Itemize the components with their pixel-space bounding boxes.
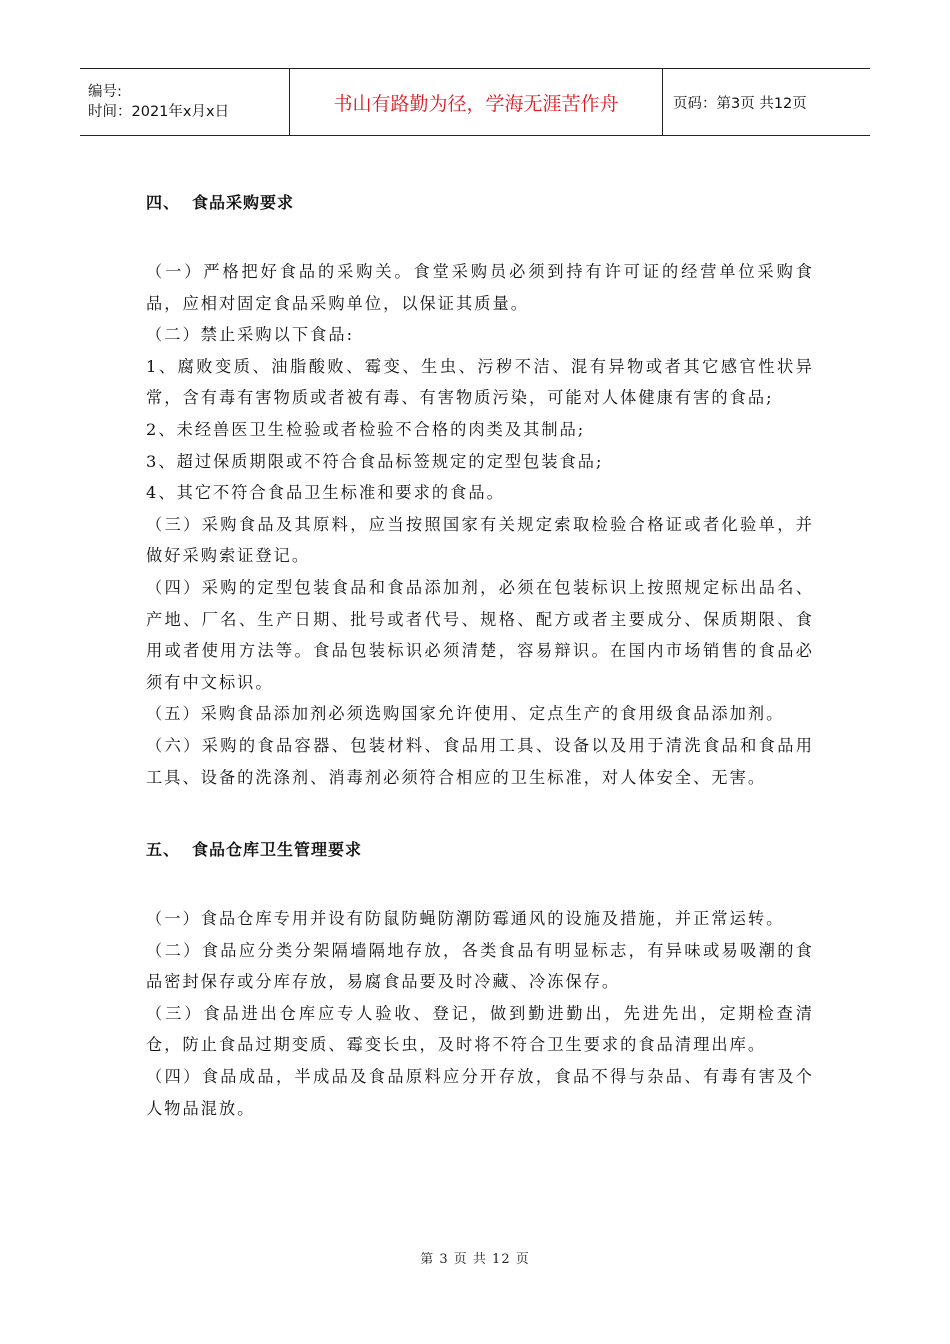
paragraph: （一）食品仓库专用并设有防鼠防蝇防潮防霉通风的设施及措施，并正常运转。 xyxy=(146,909,785,929)
page-footer: 第 3 页 共 12 页 xyxy=(420,1252,530,1267)
paragraph: （一）严格把好食品的采购关。食堂采购员必须到持有许可证的经营单位采购食品，应相对固定食品采购单位，以保证其质量。 xyxy=(146,262,814,313)
document-date: 时间：2021年x月x日 xyxy=(88,104,230,120)
section-number: 五、 xyxy=(146,840,181,860)
paragraph: 1、腐败变质、油脂酸败、霉变、生虫、污秽不洁、混有异物或者其它感官性状异常，含有毒有害物质或者被有毒、有害物质污染，可能对人体健康有害的食品; xyxy=(146,356,814,408)
header-motto-cell xyxy=(289,69,663,135)
section-title: 食品仓库卫生管理要求 xyxy=(192,840,363,860)
section-heading-5 xyxy=(146,833,814,867)
header-motto: 书山有路勤为径，学海无涯苦作舟 xyxy=(333,92,619,115)
paragraph: （五）采购食品添加剂必须选购国家允许使用、定点生产的食用级食品添加剂。 xyxy=(146,704,785,724)
section-number: 四、 xyxy=(146,193,181,212)
paragraph: （二）禁止采购以下食品: xyxy=(146,325,355,345)
paragraph: 2、未经兽医卫生检验或者检验不合格的肉类及其制品; xyxy=(146,419,586,439)
paragraph: 3、超过保质期限或不符合食品标签规定的定型包装食品; xyxy=(146,451,604,471)
section-heading-4 xyxy=(146,186,814,220)
paragraph: （四）采购的定型包装食品和食品添加剂，必须在包装标识上按照规定标出品名、产地、厂名、生产日期、批号或者代号、规格、配方或者主要成分、保质期限、食用或者使用方法等。食品包装标识必须清楚，容易辩识。在国内市场销售的食品必须有中文标识。 xyxy=(146,577,814,692)
page-header xyxy=(80,68,870,136)
paragraph: （三）采购食品及其原料，应当按照国家有关规定索取检验合格证或者化验单，并做好采购索证登记。 xyxy=(146,514,814,566)
paragraph: （三）食品进出仓库应专人验收、登记，做到勤进勤出，先进先出，定期检查清仓，防止食品过期变质、霉变长虫，及时将不符合卫生要求的食品清理出库。 xyxy=(146,1003,814,1055)
page-info-text: 页码：第3页 共12页 xyxy=(673,95,807,112)
header-meta xyxy=(80,69,289,135)
document-number-label: 编号: xyxy=(88,84,122,100)
paragraph: （二）食品应分类分架隔墙隔地存放，各类食品有明显标志，有异味或易吸潮的食品密封保存或分库存放，易腐食品要及时冷藏、冷冻保存。 xyxy=(146,940,814,992)
paragraph: （四）食品成品，半成品及食品原料应分开存放，食品不得与杂品、有毒有害及个人物品混放。 xyxy=(146,1067,814,1118)
paragraph: （六）采购的食品容器、包装材料、食品用工具、设备以及用于清洗食品和食品用工具、设备的洗涤剂、消毒剂必须符合相应的卫生标准，对人体安全、无害。 xyxy=(146,735,814,787)
section-title: 食品采购要求 xyxy=(192,193,295,212)
document-body xyxy=(146,186,814,1124)
header-page-info xyxy=(663,69,870,135)
paragraph: 4、其它不符合食品卫生标准和要求的食品。 xyxy=(146,483,505,503)
